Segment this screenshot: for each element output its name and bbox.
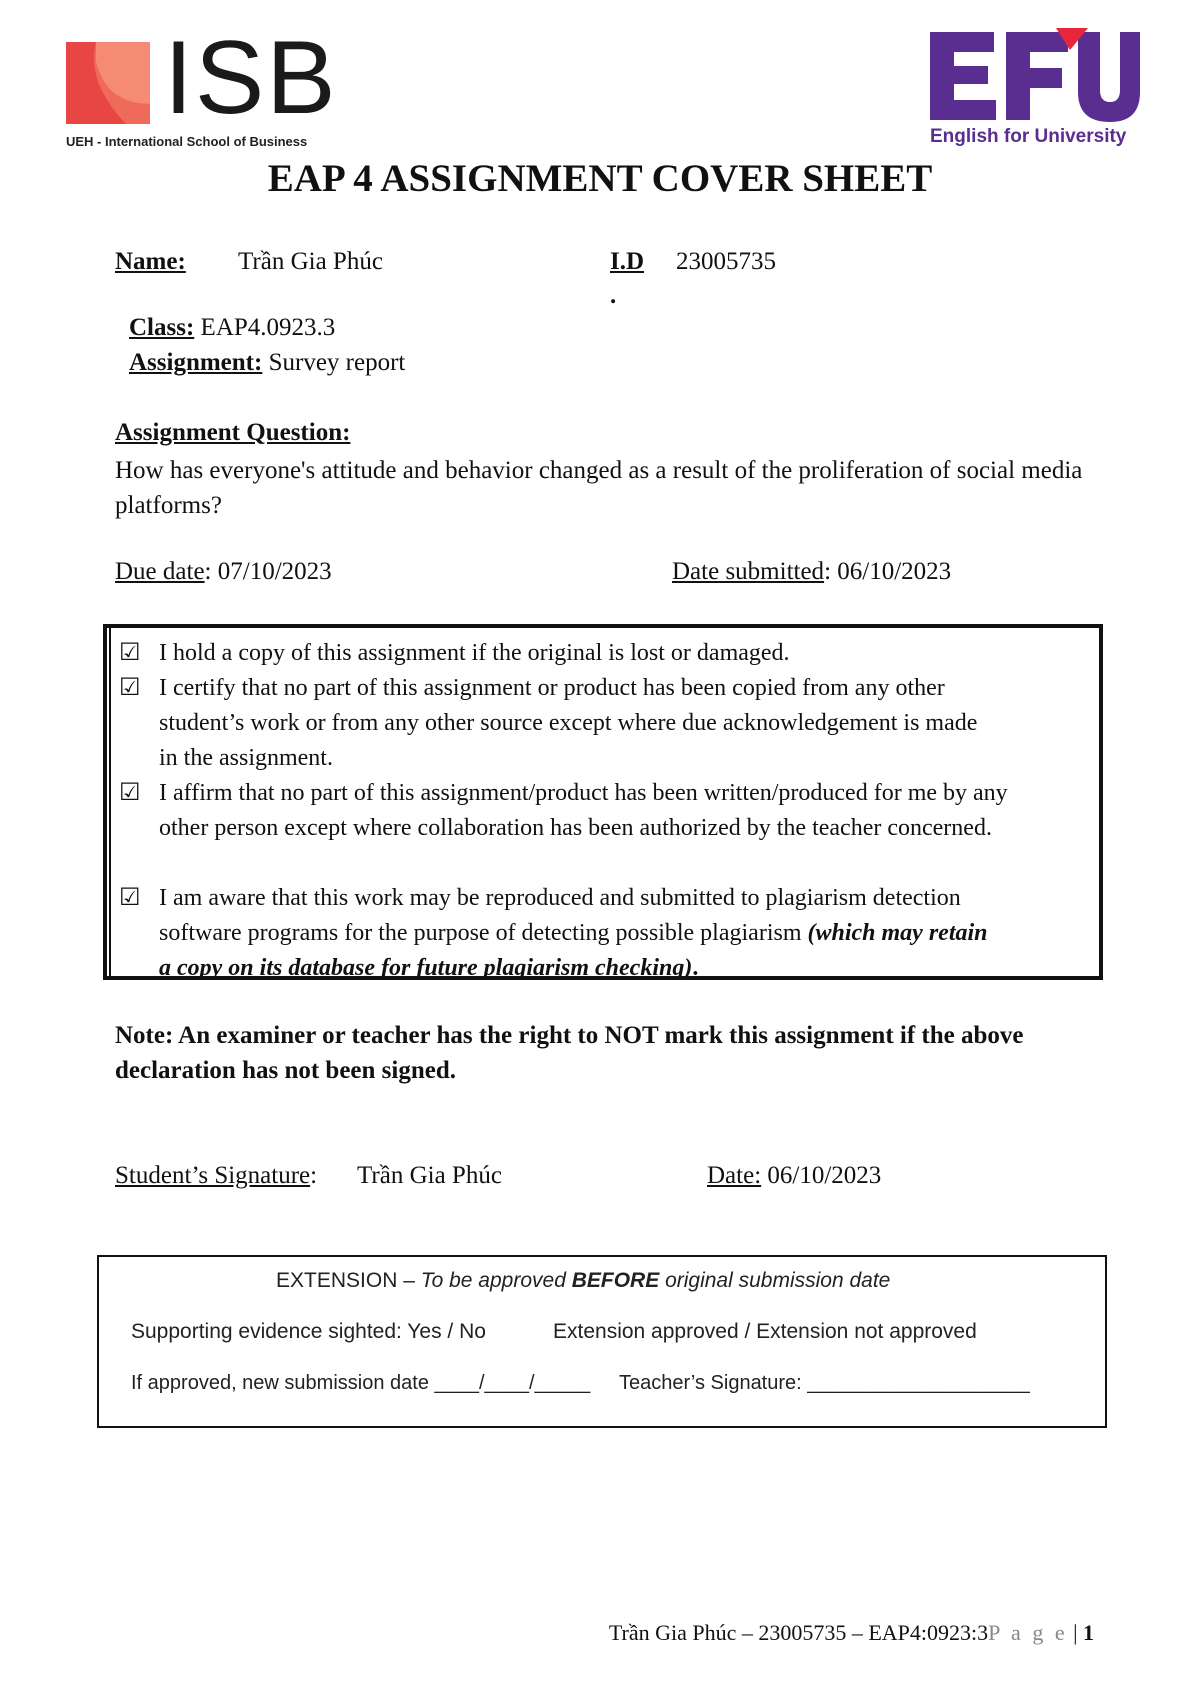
isb-logo — [66, 20, 346, 152]
id-value: 23005735 — [676, 248, 776, 275]
student-signature-value: Trần Gia Phúc — [357, 1162, 502, 1189]
checkbox-checked-icon[interactable]: ☑ — [119, 640, 141, 666]
due-date — [115, 558, 332, 586]
declaration-italic-note: (which may retain a copy on its database for future plagiarism checking) — [159, 920, 988, 981]
extension-box — [97, 1255, 1107, 1428]
efu-logo — [930, 28, 1150, 153]
signature-date — [707, 1162, 881, 1190]
page-title: EAP 4 ASSIGNMENT COVER SHEET — [267, 157, 933, 200]
checkbox-checked-icon[interactable]: ☑ — [119, 885, 141, 911]
extension-heading: EXTENSION – To be approved BEFORE original submission date — [276, 1269, 891, 1292]
checkbox-checked-icon[interactable]: ☑ — [119, 780, 141, 806]
footer-separator: | — [1067, 1620, 1083, 1645]
extension-teacher-signature: Teacher’s Signature: ____________________ — [619, 1372, 1030, 1394]
student-signature-label: Student’s Signature: — [115, 1162, 318, 1189]
footer-page-number: 1 — [1083, 1620, 1094, 1645]
page-footer — [609, 1620, 1094, 1646]
class-field — [129, 314, 335, 342]
date-submitted-label: Date submitted — [672, 558, 825, 585]
extension-approval: Extension approved / Extension not approved — [553, 1320, 977, 1343]
isb-logo-mark — [66, 42, 150, 124]
isb-logo-text: ISB — [164, 20, 338, 136]
assignment-value: Survey report — [262, 349, 406, 376]
due-date-value: : 07/10/2023 — [204, 558, 332, 585]
date-submitted — [672, 558, 951, 586]
footer-text: Trần Gia Phúc – 23005735 – EAP4:0923:3 — [608, 1620, 989, 1645]
name-value: Trần Gia Phúc — [238, 248, 383, 275]
efu-logo-subtitle: English for University — [930, 126, 1127, 147]
declaration-text: I hold a copy of this assignment if the original is lost or damaged. — [159, 640, 790, 666]
efu-logo-mark — [930, 28, 1140, 122]
declaration-note: Note: An examiner or teacher has the right to NOT mark this assignment if the above declaration has not been signed. — [115, 1022, 1024, 1084]
due-date-label: Due date — [115, 558, 205, 585]
extension-evidence: Supporting evidence sighted: Yes / No — [131, 1320, 486, 1343]
date-submitted-value: : 06/10/2023 — [824, 558, 952, 585]
declaration-text: I affirm that no part of this assignment/product has been written/produced for me by any other person except where collaboration has been authorized by the teacher concerned. — [159, 780, 1008, 841]
checkbox-checked-icon[interactable]: ☑ — [119, 675, 141, 701]
signature-date-label: Date: — [707, 1162, 762, 1189]
signature-date-value: 06/10/2023 — [761, 1162, 882, 1189]
declaration-box — [103, 624, 1103, 980]
isb-logo-subtitle: UEH - International School of Business — [66, 134, 308, 149]
name-label: Name: — [115, 248, 186, 275]
footer-page-word: P a g e — [988, 1620, 1068, 1645]
question-label: Assignment Question: — [115, 419, 351, 446]
class-label: Class: — [129, 314, 195, 341]
assignment-label: Assignment: — [129, 349, 263, 376]
name-field — [115, 248, 186, 276]
declaration-text: I am aware that this work may be reproduced and submitted to plagiarism detection software programs for the purpose of detecting possible plagiarism (which may retain a copy on its database for future plagiarism checking). — [159, 885, 988, 981]
question-text: How has everyone's attitude and behavior changed as a result of the proliferation of social media platforms? — [115, 457, 1083, 519]
id-label: I.D — [610, 248, 645, 275]
class-value: EAP4.0923.3 — [194, 314, 336, 341]
extension-new-date: If approved, new submission date ____/____/_____ — [131, 1372, 591, 1394]
id-dot: . — [610, 282, 617, 309]
declaration-text: I certify that no part of this assignment or product has been copied from any other student’s work or from any other source except where due acknowledgement is made in the assignment. — [159, 675, 978, 771]
assignment-field — [129, 349, 405, 377]
